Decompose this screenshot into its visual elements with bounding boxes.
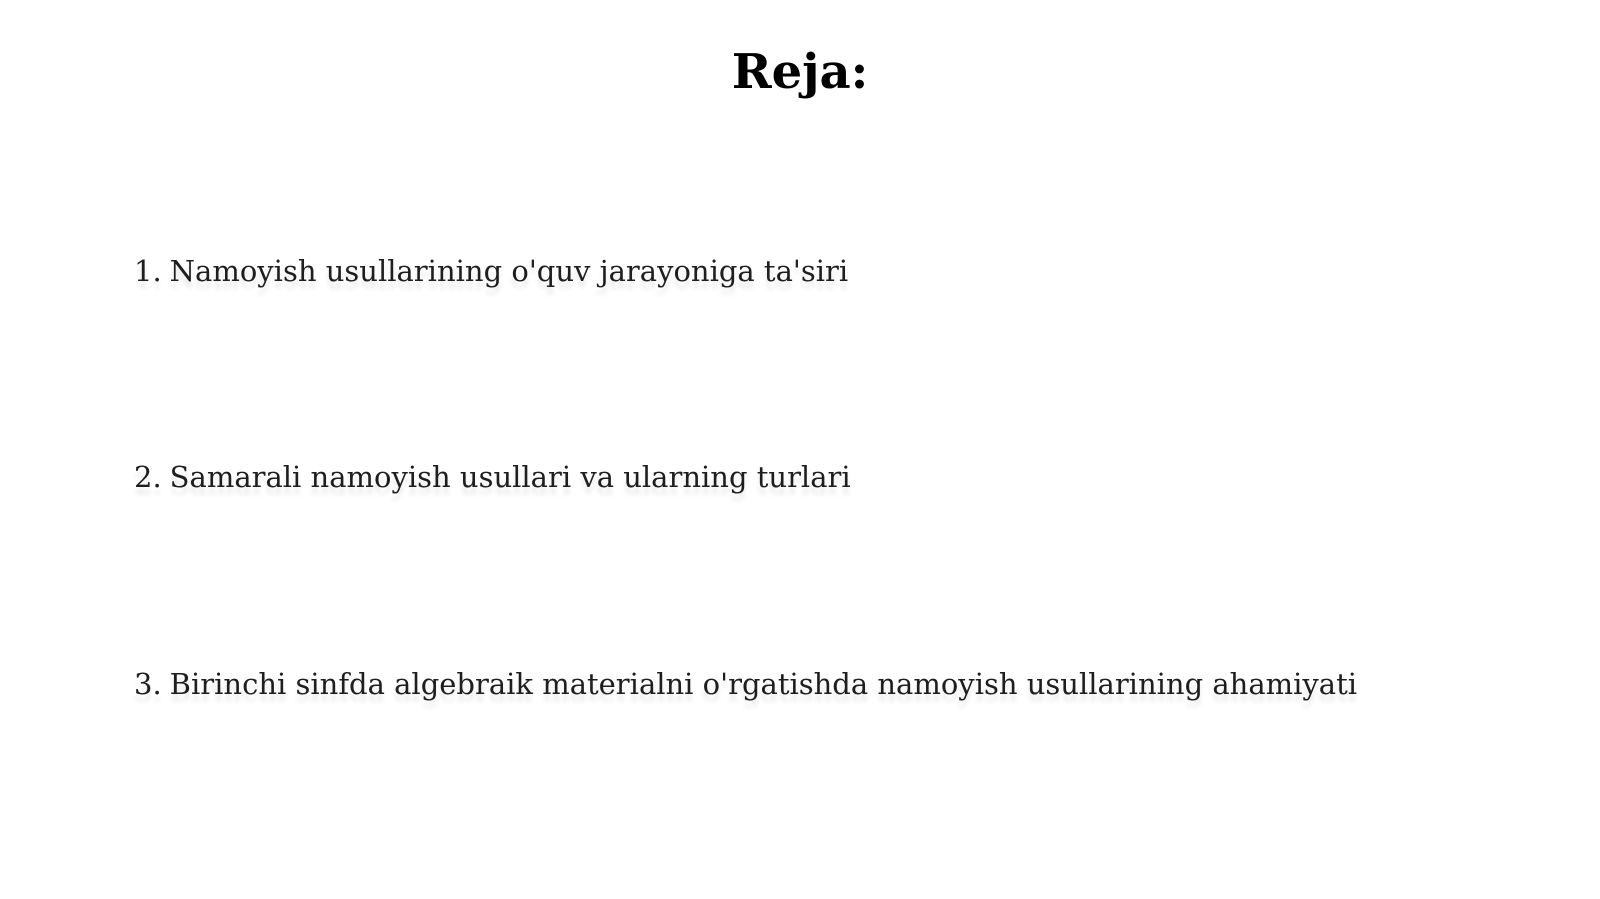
plan-item-1: [134, 251, 848, 291]
plan-item-number: 2.: [134, 460, 162, 494]
plan-item-number: 1.: [134, 254, 162, 288]
plan-item-number: 3.: [134, 667, 162, 701]
plan-item-3: [134, 664, 1357, 704]
slide-title: Reja:: [731, 44, 869, 100]
plan-item-text: Samarali namoyish usullari va ularning turlari: [169, 460, 851, 494]
plan-item-text: Birinchi sinfda algebraik materialni o'rgatishda namoyish usullarining ahamiyati: [169, 667, 1358, 701]
plan-item-text: Namoyish usullarining o'quv jarayoniga ta'siri: [169, 254, 849, 288]
plan-item-2: [134, 457, 851, 497]
